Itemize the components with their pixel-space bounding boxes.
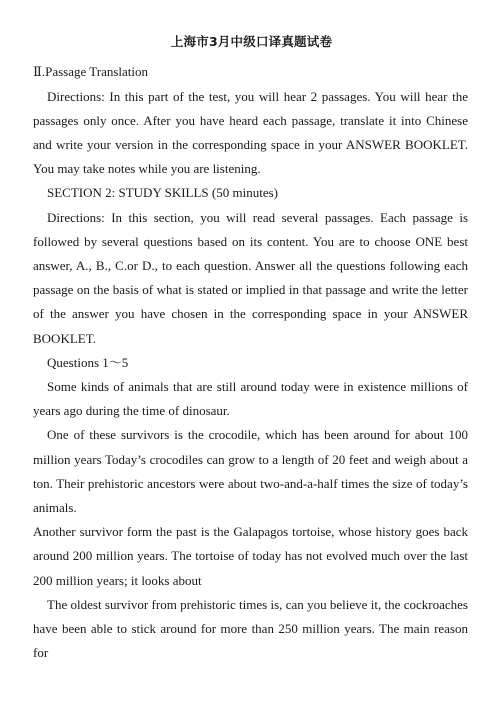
page-title: 上海市3月中级口译真题试卷 [170,34,333,49]
passage-paragraph-4: The oldest survivor from prehistoric times is, can you believe it, the cockroaches have been able to stick around for more than 250 million years. The main reason for [33,596,468,661]
passage-paragraph-3: Another survivor form the past is the Galapagos tortoise, whose history goes back around 200 million years. The tortoise of today has not evolved much over the last 200 million years; it looks about [33,524,468,588]
section-2-heading: SECTION 2: STUDY SKILLS (50 minutes) [47,185,278,201]
passage-paragraph-2: One of these survivors is the crocodile, which has been around for about 100 million years Today’s crocodiles can grow to a length of 20 feet and weigh about a ton. Their prehistoric ancestors were about two-and-a-half times the size of today’s animals. [33,427,468,515]
study-skills-directions: Directions: In this section, you will read several passages. Each passage is followed by several questions based on its content. You are to choose ONE best answer, A., B., C.or D., to each question. Answer all the questions following each passage on the basis of what is stated or implied in that passage and write the letter of the answer you have chosen in the corresponding space in your ANSWER BOOKLET. [33,209,468,346]
section-heading: Ⅱ.Passage Translation [33,64,149,79]
questions-range: Questions 1～5 [47,354,129,370]
translation-directions: Directions: In this part of the test, you will hear 2 passages. You will hear the passages only once. After you have heard each passage, translate it into Chinese and write your version in the corresponding space in your ANSWER BOOKLET. You may take notes while you are listening. [33,88,468,177]
passage-paragraph-1: Some kinds of animals that are still around today were in existence millions of years ago during the time of dinosaur. [33,378,468,419]
